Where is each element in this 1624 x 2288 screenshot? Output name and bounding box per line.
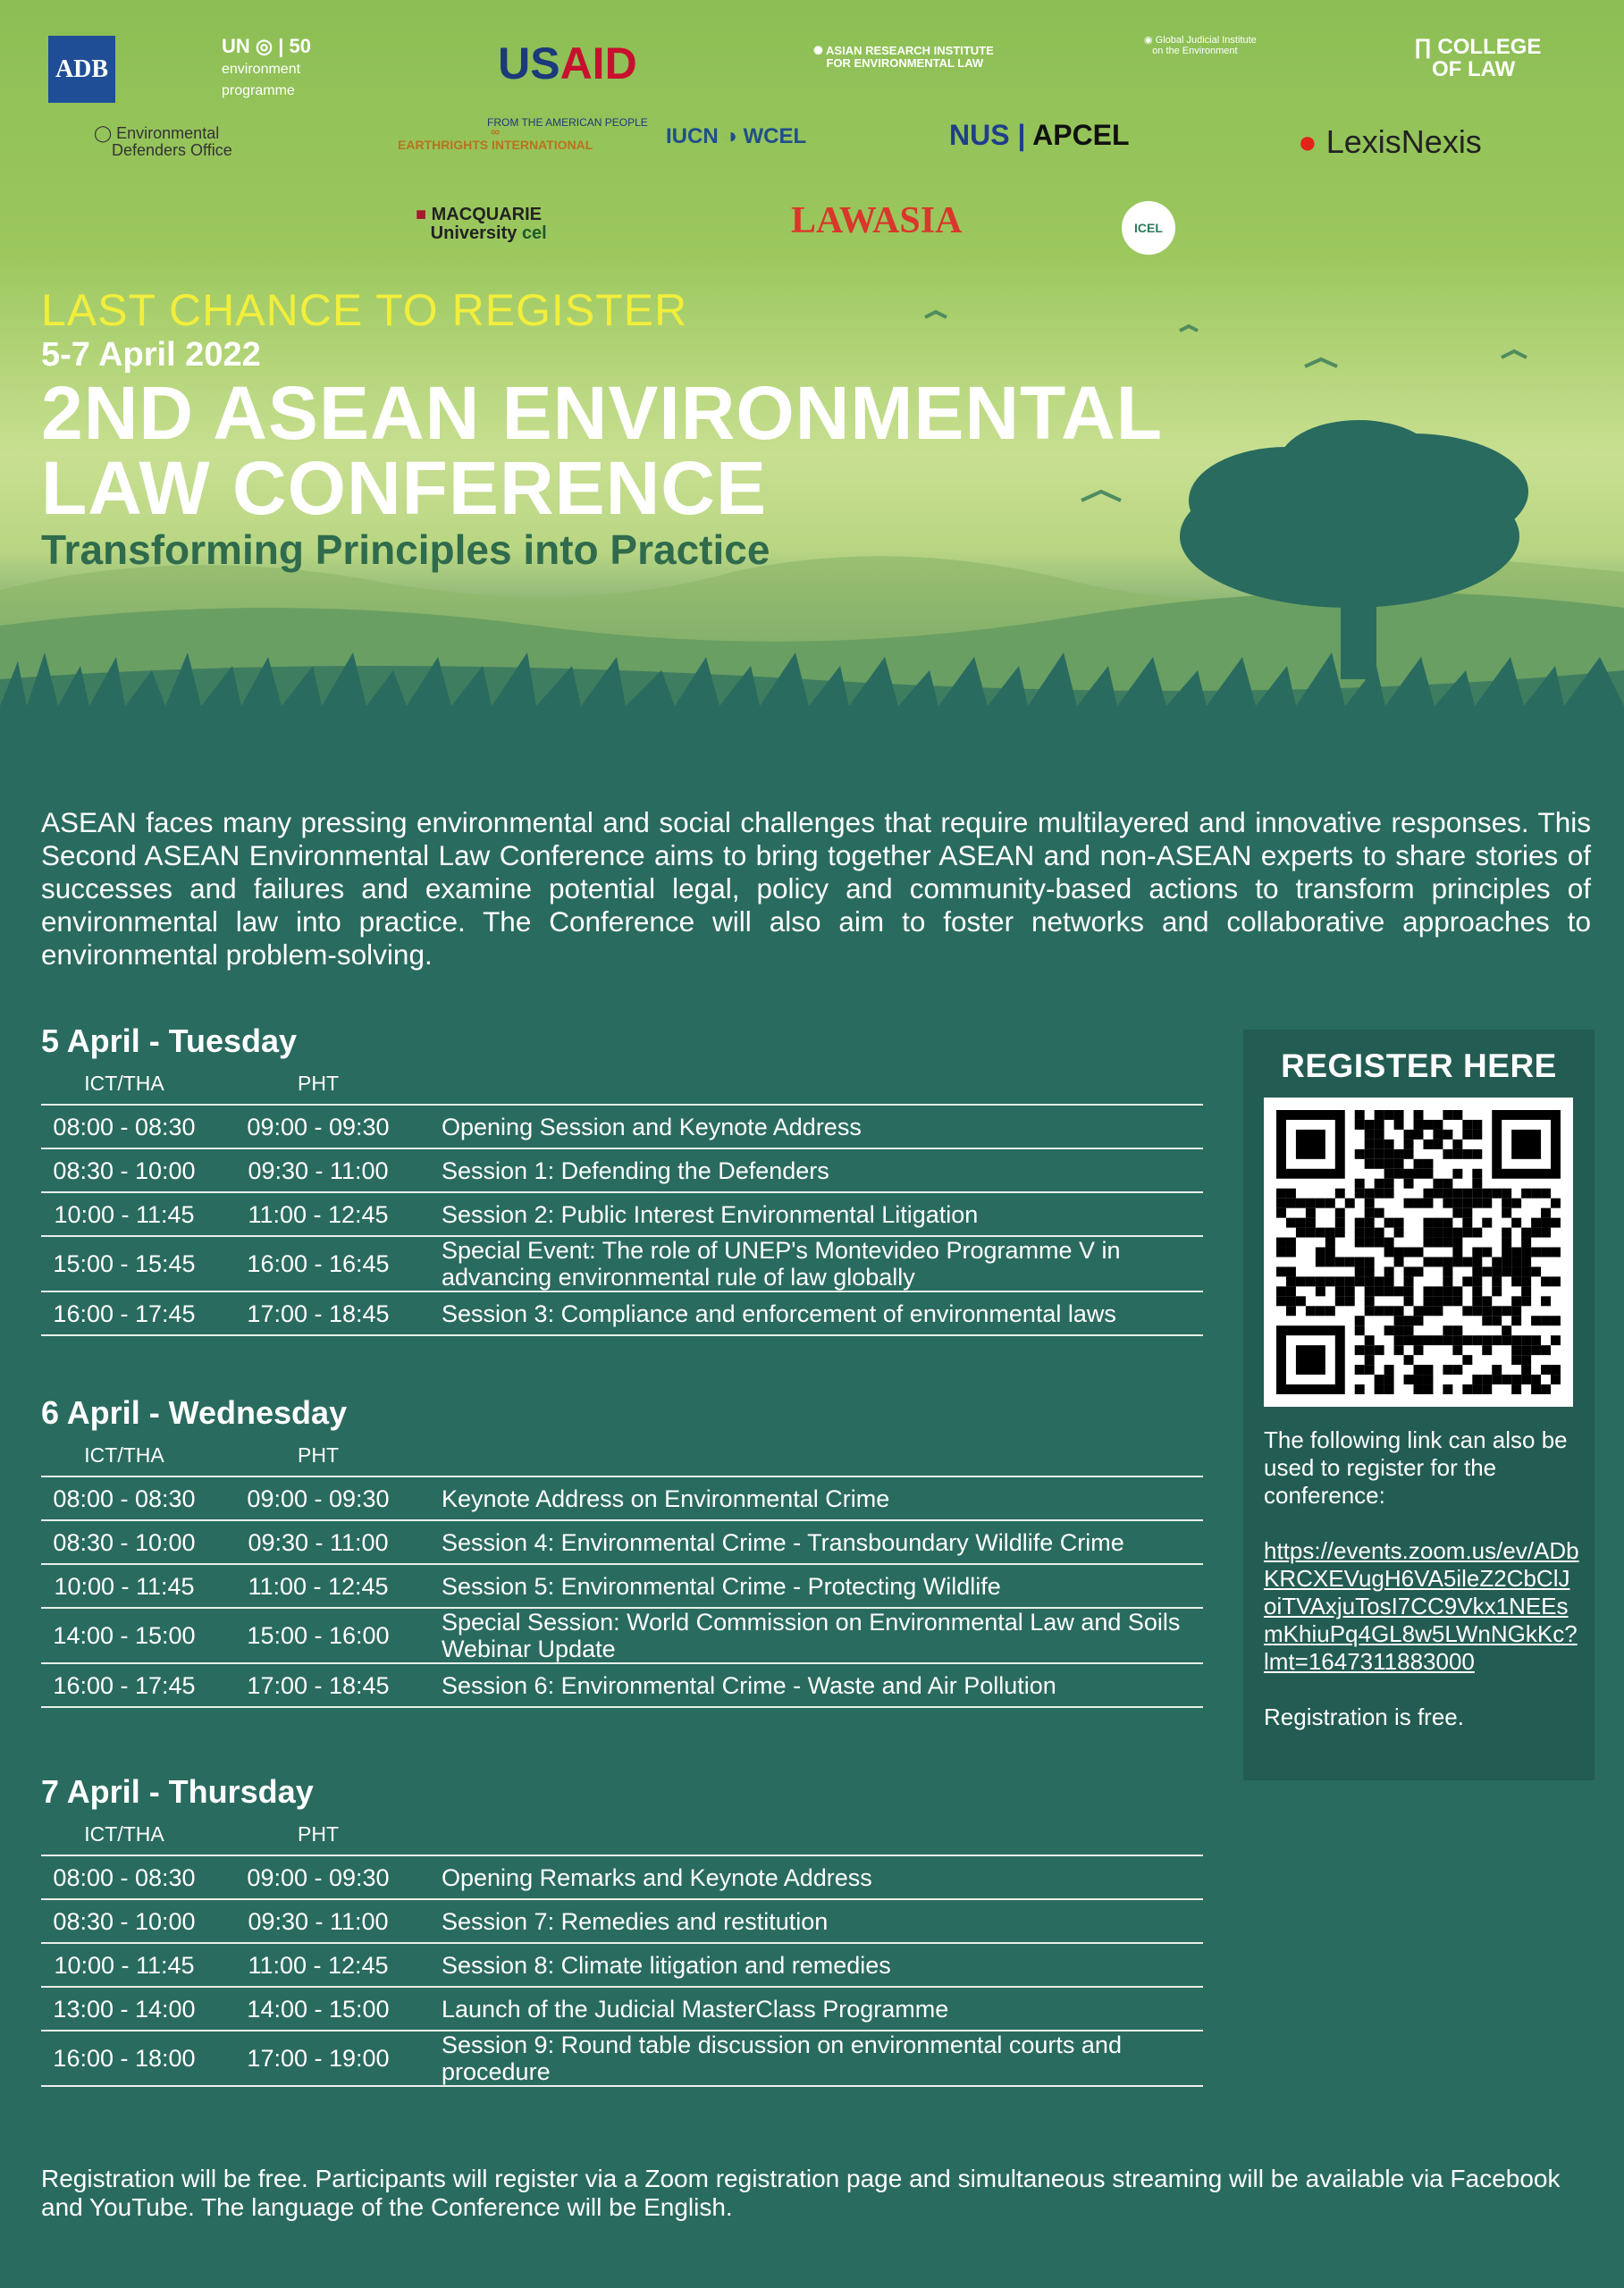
time-pht: 14:00 - 15:00 bbox=[207, 1987, 429, 2031]
table-row bbox=[41, 1663, 1203, 1707]
table-row bbox=[41, 1987, 1203, 2031]
logo-lexisnexis: ● LexisNexis bbox=[1298, 123, 1482, 160]
table-row bbox=[41, 1236, 1203, 1291]
table-row bbox=[41, 1148, 1203, 1192]
day-heading: 6 April - Wednesday bbox=[41, 1394, 348, 1431]
page-title bbox=[41, 371, 1164, 530]
table-header bbox=[41, 1814, 1203, 1855]
logo-adb: ADB bbox=[48, 36, 115, 103]
table-row bbox=[41, 1105, 1203, 1148]
hero-banner bbox=[0, 0, 1624, 733]
logo-unep: UN ◎ | 50 environment programme bbox=[222, 35, 311, 98]
register-box bbox=[1243, 1030, 1595, 1780]
qr-code-icon[interactable] bbox=[1264, 1098, 1573, 1407]
column-ict: ICT/THA bbox=[84, 1443, 164, 1467]
column-pht: PHT bbox=[298, 1822, 339, 1846]
session-title: Session 9: Round table discussion on environmental courts and procedure bbox=[429, 2031, 1203, 2086]
table-row bbox=[41, 1899, 1203, 1943]
time-ict: 08:00 - 08:30 bbox=[41, 1105, 207, 1148]
logo-icel: ICEL bbox=[1122, 201, 1175, 255]
time-pht: 15:00 - 16:00 bbox=[207, 1608, 429, 1663]
time-pht: 16:00 - 16:45 bbox=[207, 1236, 429, 1291]
time-pht: 09:00 - 09:30 bbox=[207, 1855, 429, 1899]
session-title: Session 8: Climate litigation and remedies bbox=[429, 1943, 1203, 1987]
session-title: Special Event: The role of UNEP's Montevideo Programme V in advancing environmental rule of law globally bbox=[429, 1236, 1203, 1291]
logo-macquarie: ■ MACQUARIE University cel bbox=[416, 205, 547, 243]
column-ict: ICT/THA bbox=[84, 1822, 164, 1846]
logo-college-of-law: ∏ COLLEGE OF LAW bbox=[1414, 35, 1542, 82]
session-title: Session 1: Defending the Defenders bbox=[429, 1148, 1203, 1192]
column-pht: PHT bbox=[298, 1443, 339, 1467]
time-ict: 13:00 - 14:00 bbox=[41, 1987, 207, 2031]
time-ict: 15:00 - 15:45 bbox=[41, 1236, 207, 1291]
last-chance-banner: LAST CHANCE TO REGISTER bbox=[41, 285, 688, 335]
schedule-table bbox=[41, 1064, 1203, 1336]
table-row bbox=[41, 1855, 1203, 1899]
time-ict: 08:00 - 08:30 bbox=[41, 1476, 207, 1520]
logo-usaid: USAID FROM THE AMERICAN PEOPLE bbox=[487, 38, 648, 129]
register-link[interactable]: https://events.zoom.us/ev/ADbKRCXEVugH6VA5ileZ2CbClJoiTVAxjuTosI7CC9Vkx1NEEsmKhiuPq4GL8w5LWnNGkKc?lmt=1647311883000 bbox=[1264, 1537, 1579, 1675]
time-ict: 10:00 - 11:45 bbox=[41, 1192, 207, 1236]
time-pht: 11:00 - 12:45 bbox=[207, 1192, 429, 1236]
registration-free-note: Registration is free. bbox=[1264, 1703, 1464, 1730]
table-row bbox=[41, 2031, 1203, 2086]
time-pht: 09:00 - 09:30 bbox=[207, 1476, 429, 1520]
time-pht: 17:00 - 19:00 bbox=[207, 2031, 429, 2086]
table-header bbox=[41, 1435, 1203, 1476]
schedule-table bbox=[41, 1435, 1203, 1708]
time-pht: 09:30 - 11:00 bbox=[207, 1148, 429, 1192]
time-ict: 08:30 - 10:00 bbox=[41, 1520, 207, 1564]
table-row bbox=[41, 1476, 1203, 1520]
title-line-1: 2ND ASEAN ENVIRONMENTAL bbox=[41, 371, 1164, 455]
session-title: Launch of the Judicial MasterClass Programme bbox=[429, 1987, 1203, 2031]
session-title: Session 5: Environmental Crime - Protecting Wildlife bbox=[429, 1564, 1203, 1608]
session-title: Session 6: Environmental Crime - Waste and Air Pollution bbox=[429, 1663, 1203, 1707]
register-heading: REGISTER HERE bbox=[1281, 1047, 1557, 1084]
time-ict: 16:00 - 18:00 bbox=[41, 2031, 207, 2086]
table-row bbox=[41, 1192, 1203, 1236]
table-row bbox=[41, 1291, 1203, 1335]
time-ict: 10:00 - 11:45 bbox=[41, 1943, 207, 1987]
time-pht: 17:00 - 18:45 bbox=[207, 1663, 429, 1707]
day-schedule bbox=[41, 1770, 1203, 2087]
time-ict: 10:00 - 11:45 bbox=[41, 1564, 207, 1608]
footer-note: Registration will be free. Participants will register via a Zoom registration page and simultaneous streaming will be available via Facebook and YouTube. The language of the Conference will be English. bbox=[41, 2165, 1561, 2221]
time-ict: 16:00 - 17:45 bbox=[41, 1291, 207, 1335]
session-title: Opening Session and Keynote Address bbox=[429, 1105, 1203, 1148]
logo-edo: ◯ Environmental Defenders Office bbox=[94, 124, 232, 159]
logo-ariel: ✺ ASIAN RESEARCH INSTITUTE FOR ENVIRONMENTAL LAW bbox=[813, 44, 994, 70]
logo-iucn-wcel: IUCN ◑ WCEL bbox=[666, 124, 807, 148]
time-pht: 09:00 - 09:30 bbox=[207, 1105, 429, 1148]
time-pht: 11:00 - 12:45 bbox=[207, 1943, 429, 1987]
day-heading: 7 April - Thursday bbox=[41, 1773, 314, 1810]
time-pht: 11:00 - 12:45 bbox=[207, 1564, 429, 1608]
session-title: Session 3: Compliance and enforcement of environmental laws bbox=[429, 1291, 1203, 1335]
day-schedule bbox=[41, 1391, 1203, 1708]
column-ict: ICT/THA bbox=[84, 1072, 164, 1095]
session-title: Session 7: Remedies and restitution bbox=[429, 1899, 1203, 1943]
logo-earthrights: ∞ EARTHRIGHTS INTERNATIONAL bbox=[398, 124, 593, 152]
logo-gjie: ◉ Global Judicial Institute on the Environment bbox=[1144, 35, 1257, 56]
day-schedule bbox=[41, 1019, 1203, 1336]
time-ict: 08:30 - 10:00 bbox=[41, 1899, 207, 1943]
table-row bbox=[41, 1520, 1203, 1564]
table-header bbox=[41, 1064, 1203, 1105]
time-pht: 17:00 - 18:45 bbox=[207, 1291, 429, 1335]
table-row bbox=[41, 1564, 1203, 1608]
register-text: The following link can also be used to register for the conference: bbox=[1264, 1426, 1568, 1509]
table-row bbox=[41, 1943, 1203, 1987]
column-pht: PHT bbox=[298, 1072, 339, 1095]
title-line-2: LAW CONFERENCE bbox=[41, 446, 767, 530]
subtitle: Transforming Principles into Practice bbox=[41, 526, 770, 573]
event-dates: 5-7 April 2022 bbox=[41, 336, 261, 374]
intro-paragraph: ASEAN faces many pressing environmental and social challenges that require multilayered and innovative responses. This Second ASEAN Environmental Law Conference aims to bring together ASEAN and non-ASEAN experts to share stories of successes and failures and examine potential legal, policy and community-based actions to transform principles of environmental law into practice. The Conference will also aim to foster networks and collaborative approaches to environmental problem-solving. bbox=[41, 806, 1591, 971]
session-title: Keynote Address on Environmental Crime bbox=[429, 1476, 1203, 1520]
logo-lawasia: LAWASIA bbox=[791, 200, 963, 241]
time-pht: 09:30 - 11:00 bbox=[207, 1520, 429, 1564]
table-row bbox=[41, 1608, 1203, 1663]
time-ict: 08:00 - 08:30 bbox=[41, 1855, 207, 1899]
schedule-table bbox=[41, 1814, 1203, 2087]
time-ict: 16:00 - 17:45 bbox=[41, 1663, 207, 1707]
time-ict: 14:00 - 15:00 bbox=[41, 1608, 207, 1663]
time-ict: 08:30 - 10:00 bbox=[41, 1148, 207, 1192]
logo-nus-apcel: NUS | APCEL bbox=[949, 119, 1130, 151]
session-title: Session 2: Public Interest Environmental Litigation bbox=[429, 1192, 1203, 1236]
day-heading: 5 April - Tuesday bbox=[41, 1022, 298, 1059]
time-pht: 09:30 - 11:00 bbox=[207, 1899, 429, 1943]
session-title: Session 4: Environmental Crime - Transboundary Wildlife Crime bbox=[429, 1520, 1203, 1564]
session-title: Special Session: World Commission on Environmental Law and Soils Webinar Update bbox=[429, 1608, 1203, 1663]
session-title: Opening Remarks and Keynote Address bbox=[429, 1855, 1203, 1899]
